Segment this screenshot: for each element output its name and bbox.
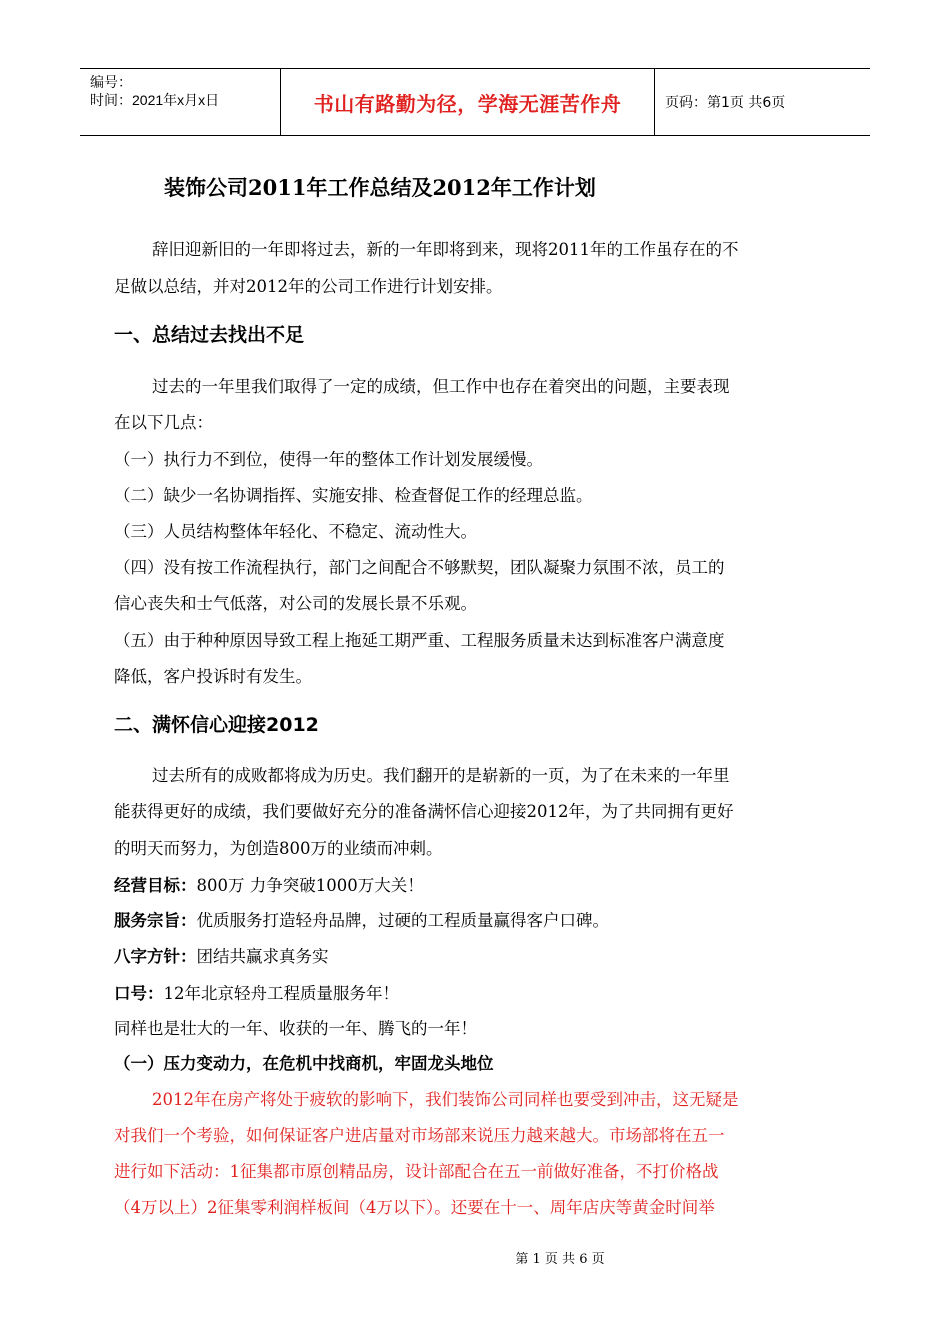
section-heading: 一、总结过去找出不足 — [114, 324, 305, 346]
section-heading: 二、满怀信心迎接2012 — [114, 714, 319, 736]
purpose-value: 优质服务打造轻舟品牌，过硬的工程质量赢得客户口碑。 — [196, 911, 609, 930]
list-item: （五）由于种种原因导致工程上拖延工期严重、工程服务质量未达到标准客户满意度 — [114, 631, 725, 650]
policy-value: 团结共赢求真务实 — [196, 947, 329, 966]
paragraph-line: 过去的一年里我们取得了一定的成绩，但工作中也存在着突出的问题，主要表现 — [152, 377, 730, 396]
page-footer: 第 1 页 共 6 页 — [515, 1252, 605, 1267]
paragraph-line: 在以下几点： — [114, 413, 213, 432]
document-title: 装饰公司2011年工作总结及2012年工作计划 — [164, 175, 596, 200]
target-label: 经营目标： — [114, 876, 197, 895]
highlight-line: （4万以上）2征集零利润样板间（4万以下）。还要在十一、周年店庆等黄金时间举 — [114, 1198, 715, 1217]
intro-line: 辞旧迎新旧的一年即将过去，新的一年即将到来，现将2011年的工作虽存在的不 — [152, 240, 739, 259]
policy-label: 八字方针： — [114, 947, 197, 966]
list-item: （三）人员结构整体年轻化、不稳定、流动性大。 — [114, 522, 477, 541]
subsection-heading: （一）压力变动力，在危机中找商机，牢固龙头地位 — [114, 1054, 494, 1073]
highlight-line: 对我们一个考验，如何保证客户进店量对市场部来说压力越来越大。市场部将在五一 — [114, 1126, 725, 1145]
number-label: 编号： — [90, 74, 132, 90]
purpose-label: 服务宗旨： — [114, 911, 197, 930]
list-item: （二）缺少一名协调指挥、实施安排、检查督促工作的经理总监。 — [114, 486, 593, 505]
highlight-line: 进行如下活动：1征集都市原创精品房，设计部配合在五一前做好准备，不打价格战 — [114, 1162, 719, 1181]
slogan-label: 口号： — [114, 984, 164, 1003]
business-target — [114, 872, 424, 896]
page-info: 页码：第1页 共6页 — [665, 95, 786, 111]
closing-line: 同样也是壮大的一年、收获的一年、腾飞的一年！ — [114, 1019, 477, 1038]
paragraph-line: 的明天而努力，为创造800万的业绩而冲刺。 — [114, 839, 443, 858]
paragraph-line: 能获得更好的成绩，我们要做好充分的准备满怀信心迎接2012年，为了共同拥有更好 — [114, 802, 734, 821]
header-table — [80, 68, 870, 136]
list-item: （四）没有按工作流程执行，部门之间配合不够默契，团队凝聚力氛围不浓，员工的 — [114, 558, 725, 577]
guiding-policy — [114, 943, 329, 967]
list-item: （一）执行力不到位，使得一年的整体工作计划发展缓慢。 — [114, 450, 543, 469]
motto: 书山有路勤为径，学海无涯苦作舟 — [281, 69, 655, 135]
paragraph-line: 过去所有的成败都将成为历史。我们翻开的是崭新的一页，为了在未来的一年里 — [152, 766, 730, 785]
header-meta-cell — [80, 69, 281, 135]
list-item: 降低，客户投诉时有发生。 — [114, 667, 312, 686]
service-purpose — [114, 907, 609, 931]
target-value: 800万 力争突破1000万大关！ — [196, 876, 424, 895]
highlight-line: 2012年在房产将处于疲软的影响下，我们装饰公司同样也要受到冲击，这无疑是 — [152, 1090, 739, 1109]
date-label: 时间：2021年x月x日 — [90, 92, 220, 108]
slogan-value: 12年北京轻舟工程质量服务年！ — [163, 984, 399, 1003]
slogan — [114, 980, 399, 1004]
intro-line: 足做以总结，并对2012年的公司工作进行计划安排。 — [114, 277, 503, 296]
list-item: 信心丧失和士气低落，对公司的发展长景不乐观。 — [114, 594, 477, 613]
